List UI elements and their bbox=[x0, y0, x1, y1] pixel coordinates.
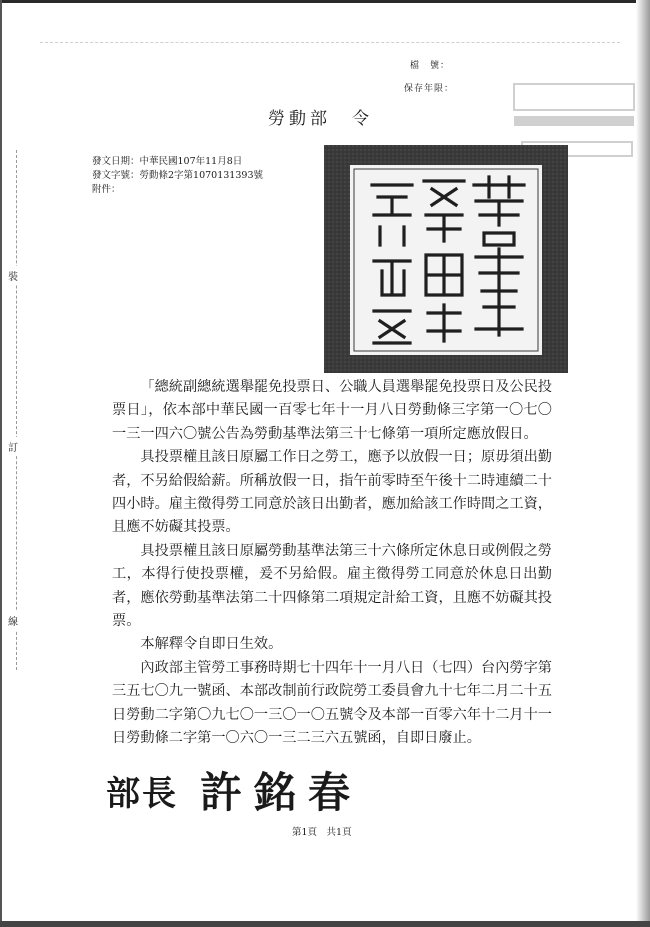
binding-mark-zhuang: 裝 bbox=[8, 266, 18, 285]
paragraph-4: 本解釋令自即日生效。 bbox=[140, 636, 283, 653]
issue-number: 發文字號：勞動條2字第1070131393號 bbox=[92, 170, 263, 181]
signatory-title: 部長 bbox=[106, 773, 178, 814]
signature-block bbox=[106, 760, 362, 820]
binding-mark-xian: 線 bbox=[8, 611, 18, 630]
binding-mark-ding: 訂 bbox=[8, 437, 18, 456]
seal-graphic bbox=[324, 145, 568, 373]
scan-edge-bottom bbox=[0, 921, 650, 927]
paragraph-3: 具投票權且該日原屬勞動基準法第三十六條所定休息日或例假之勞工，本得行使投票權，爰不另給假。雇主徵得勞工同意於休息日出勤者，應依勞動基準法第二十四條第二項規定計給工資，且應不妨礙其投票。 bbox=[112, 542, 552, 630]
scan-edge-top bbox=[0, 0, 650, 3]
binding-line bbox=[16, 150, 18, 670]
paragraph-5: 內政部主管勞工事務時期七十四年十一月八日（七四）台內勞字第三五七〇九一號函、本部改制前行政院勞工委員會九十七年二月二十五日勞動二字第〇九七〇一三〇一〇五號令及本部一百零六年十二月十一日勞動條二字第一〇六〇一三二三六五號函，自即日廢止。 bbox=[112, 659, 552, 747]
page-indicator: 第1頁 共1頁 bbox=[292, 827, 352, 838]
issue-date: 發文日期：中華民國107年11月8日 bbox=[92, 156, 243, 167]
signatory-name: 許銘春 bbox=[200, 768, 363, 817]
official-seal-icon bbox=[324, 145, 568, 373]
order-body bbox=[112, 376, 552, 751]
header-rule bbox=[40, 42, 620, 44]
scan-edge-right bbox=[636, 0, 650, 927]
document-title: 勞動部 令 bbox=[268, 109, 373, 129]
file-number-label: 檔 號： bbox=[410, 61, 451, 71]
retention-label: 保存年限： bbox=[404, 84, 455, 94]
paragraph-1: 「總統副總統選舉罷免投票日、公職人員選舉罷免投票日及公民投票日」，依本部中華民國一百零七年十一月八日勞動條三字第一〇七〇一三一四六〇號公告為勞動基準法第三十七條第一項所定應放假日。 bbox=[112, 379, 552, 442]
paragraph-2: 具投票權且該日原屬工作日之勞工，應予以放假一日；原毋須出勤者，不另給假給薪。所稱放假一日，指午前零時至午後十二時連續二十四小時。雇主徵得勞工同意於該日出勤者，應加給該工作時間之工資，且應不妨礙其投票。 bbox=[112, 449, 552, 536]
scan-edge-left bbox=[0, 0, 2, 927]
attachment-label: 附件： bbox=[92, 184, 121, 195]
